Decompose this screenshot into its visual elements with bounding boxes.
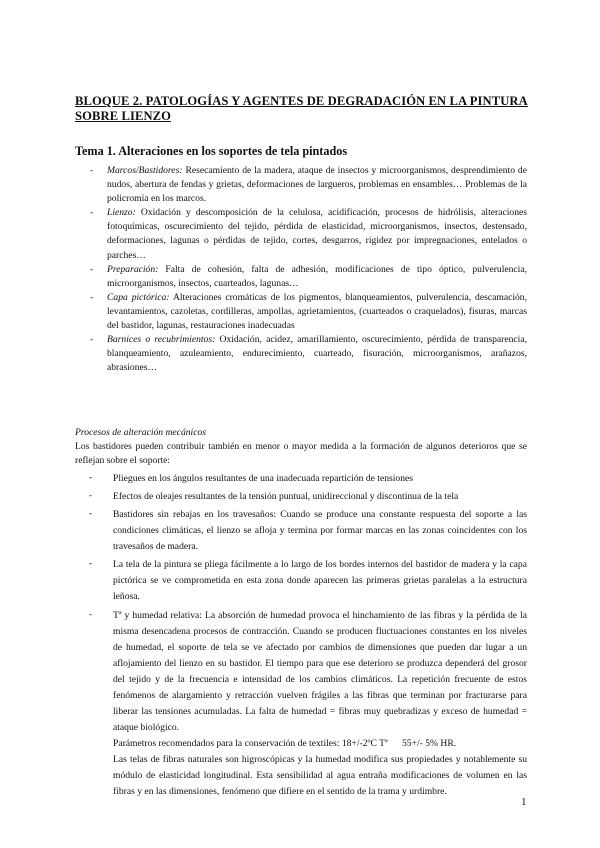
item-label: Barnices o recubrimientos: <box>107 334 216 346</box>
fibras-paragraph: Las telas de fibras naturales son higroscópicas y la humedad modifica sus propiedades y notablemente su módulo de elasticidad longitudinal. Esta sensibilidad al agua entraña modificaciones de volumen en las fibras y en las dimensiones, fenómeno que difiere en el sentido de la trama y urdimbre. <box>113 753 527 797</box>
list-item <box>75 263 527 291</box>
item-text: Pliegues en los ángulos resultantes de una inadecuada repartición de tensiones <box>113 472 413 484</box>
item-text: Alteraciones cromáticas de los pigmentos, blanqueamientos, pulverulencia, descamación, levantamientos, cazoletas, cordilleras, ampollas, agrietamientos, (cuarteados o craquelados), fisuras, marcas del bastidor, lagunas, restauraciones inadecuadas <box>107 291 527 332</box>
bullet-dash: - <box>89 558 93 570</box>
mecanicos-list <box>89 471 527 736</box>
item-label: Marcos/Bastidores: <box>107 165 183 176</box>
bullet-dash: - <box>90 263 94 275</box>
bullet-dash: - <box>90 165 94 176</box>
item-label: Lienzo: <box>107 207 136 219</box>
list-item <box>75 291 527 333</box>
item-text: Falta de cohesión, falta de adhesión, modificaciones de tipo óptico, pulverulencia, microorganismos, insectos, cuarteados, lagunas… <box>107 263 527 289</box>
list-item <box>75 164 527 206</box>
item-text: La tela de la pintura se pliega fácilmente a lo largo de los bordes internos del bastidor de madera y la capa pictórica se ve comprometida en esta zona donde aparecen las primeras grietas paralelas a la estructura leñosa. <box>113 559 527 603</box>
subsection-heading: Procesos de alteración mecánicos <box>75 427 206 438</box>
item-text: Oxidación, acidez, amarillamiento, oscurecimiento, pérdida de transparencia, blanqueamiento, azuleamiento, endurecimiento, cuarteado, fisuración, microorganismos, arañazos, abrasiones… <box>107 334 527 374</box>
page-number: 1 <box>521 796 527 808</box>
bullet-dash: - <box>89 508 93 520</box>
item-text: Bastidores sin rebajas en los travesaños: Cuando se produce una constante respuesta del soporte a las condiciones climáticas, el lienzo se afloja y termina por formar marcas en las zonas coincidentes con los travesaños de madera. <box>113 509 527 553</box>
list-item <box>75 206 527 262</box>
bullet-dash: - <box>89 471 93 483</box>
bullet-dash: - <box>90 207 94 219</box>
bullet-dash: - <box>90 334 94 346</box>
list-item <box>89 608 527 736</box>
bullet-dash: - <box>90 291 94 303</box>
list-item <box>89 557 527 605</box>
list-item <box>75 333 527 375</box>
section-heading: Tema 1. Alteraciones en los soportes de tela pintados <box>75 144 348 158</box>
item-text: Tª y humedad relativa: La absorción de humedad provoca el hinchamiento de las fibras y la pérdida de la misma desencadena procesos de contracción. Cuando se producen fluctuaciones constantes en los niveles de humedad, el soporte de tela se ve afectado por cambios de dimensiones que pueden dar lugar a un aflojamiento del lienzo en su bastidor. El tiempo para que ese deterioro se produzca dependerá del grosor del tejido y de la frecuencia e intensidad de los cambios climáticos. La repetición frecuente de estos fenómenos de alargamiento y retracción vuelven frágiles a las fibras que terminan por fracturarse para liberar las tensiones acumuladas. La falta de humedad = fibras muy quebradizas y exceso de humedad = ataque biológico. <box>113 609 527 733</box>
soportes-list <box>75 164 527 375</box>
item-text: Efectos de oleajes resultantes de la tensión puntual, unidireccional y discontinua de la tela <box>113 490 459 502</box>
mecanicos-section <box>75 426 527 800</box>
bullet-dash: - <box>89 489 93 501</box>
item-text: Resecamiento de la madera, ataque de insectos y microorganismos, desprendimiento de nudos, abertura de fendas y grietas, deformaciones de largueros, problemas en ensambles… Problemas de la policromía en los marcos. <box>107 165 527 205</box>
item-label: Capa pictórica: <box>107 291 170 303</box>
item-text: Oxidación y descomposición de la celulosa, acidificación, procesos de hidrólisis, alteraciones fotoquímicas, oscurecimiento del tejido, pérdida de elasticidad, microorganismos, insectos, destensado, deformaciones, lagunas o pérdidas de tejido, cortes, desgarros, rigidez por impregnaciones, entelados o parches… <box>107 207 527 261</box>
parametros-line: Parámetros recomendados para la conservación de textiles: 18+/-2ºC Tª 55+/- 5% HR. <box>113 737 457 749</box>
bullet-dash: - <box>89 608 93 620</box>
intro-paragraph: Los bastidores pueden contribuir también en menor o mayor medida a la formación de algunos deterioros que se reflejan sobre el soporte: <box>75 441 527 467</box>
item-label: Preparación: <box>107 263 159 275</box>
list-item <box>89 507 527 555</box>
list-item <box>89 489 527 505</box>
list-item <box>89 471 527 487</box>
document-title: BLOQUE 2. PATOLOGÍAS Y AGENTES DE DEGRADACIÓN EN LA PINTURA SOBRE LIENZO <box>75 94 528 123</box>
